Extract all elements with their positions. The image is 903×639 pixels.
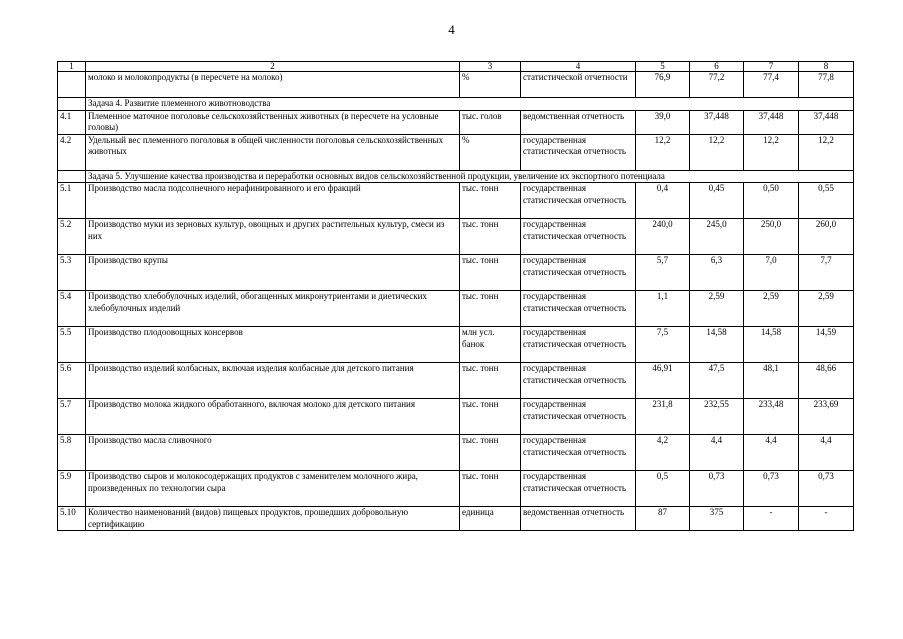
value-cell: 4,4	[799, 435, 854, 471]
task-row	[58, 98, 854, 111]
column-header: 6	[690, 62, 744, 72]
row-number-cell: 4.1	[58, 110, 86, 134]
indicator-name-cell: Производство сыров и молокосодержащих продуктов с заменителем молочного жира, произведенных по технологии сыра	[86, 471, 460, 507]
source-cell: государственная статистическая отчетность	[521, 327, 636, 363]
value-cell: -	[744, 507, 799, 531]
value-cell: 232,55	[690, 399, 744, 435]
value-cell: 5,7	[636, 255, 690, 291]
value-cell: 12,2	[799, 134, 854, 170]
unit-cell: тыс. тонн	[460, 255, 521, 291]
column-header: 8	[799, 62, 854, 72]
column-header: 7	[744, 62, 799, 72]
column-header: 4	[521, 62, 636, 72]
value-cell: 1,1	[636, 291, 690, 327]
unit-cell: %	[460, 72, 521, 98]
value-cell: 47,5	[690, 363, 744, 399]
value-cell: 233,48	[744, 399, 799, 435]
table-row	[58, 110, 854, 134]
value-cell: 87	[636, 507, 690, 531]
column-header: 5	[636, 62, 690, 72]
value-cell: 37,448	[799, 110, 854, 134]
row-number-cell: 5.2	[58, 219, 86, 255]
value-cell: 4,4	[690, 435, 744, 471]
indicator-name-cell: Производство хлебобулочных изделий, обогащенных микронутриентами и диетических хлебобулочных изделий	[86, 291, 460, 327]
value-cell: 7,5	[636, 327, 690, 363]
indicator-name-cell: Количество наименований (видов) пищевых продуктов, прошедших добровольную сертификацию	[86, 507, 460, 531]
source-cell: государственная статистическая отчетность	[521, 255, 636, 291]
row-number-cell: 5.6	[58, 363, 86, 399]
task-empty-cell	[58, 98, 86, 111]
unit-cell: %	[460, 134, 521, 170]
table-row	[58, 399, 854, 435]
value-cell: 48,66	[799, 363, 854, 399]
indicator-name-cell: Производство масла сливочного	[86, 435, 460, 471]
row-number-cell: 4.2	[58, 134, 86, 170]
unit-cell: тыс. голов	[460, 110, 521, 134]
value-cell: 0,4	[636, 183, 690, 219]
value-cell: 2,59	[799, 291, 854, 327]
source-cell: ведомственная отчетность	[521, 507, 636, 531]
value-cell: 37,448	[744, 110, 799, 134]
source-cell: статистической отчетности	[521, 72, 636, 98]
value-cell: 4,2	[636, 435, 690, 471]
value-cell: 233,69	[799, 399, 854, 435]
table-row	[58, 255, 854, 291]
indicator-name-cell: молоко и молокопродукты (в пересчете на молоко)	[86, 72, 460, 98]
value-cell: 2,59	[690, 291, 744, 327]
value-cell: 6,3	[690, 255, 744, 291]
column-header: 3	[460, 62, 521, 72]
column-header: 2	[86, 62, 460, 72]
source-cell: государственная статистическая отчетность	[521, 435, 636, 471]
row-number-cell: 5.8	[58, 435, 86, 471]
table-row	[58, 363, 854, 399]
value-cell: -	[799, 507, 854, 531]
value-cell: 0,55	[799, 183, 854, 219]
unit-cell: тыс. тонн	[460, 363, 521, 399]
indicator-name-cell: Производство плодоовощных консервов	[86, 327, 460, 363]
indicator-name-cell: Производство муки из зерновых культур, овощных и других растительных культур, смеси из них	[86, 219, 460, 255]
row-number-cell: 5.1	[58, 183, 86, 219]
unit-cell: тыс. тонн	[460, 291, 521, 327]
value-cell: 250,0	[744, 219, 799, 255]
row-number-cell: 5.3	[58, 255, 86, 291]
source-cell: ведомственная отчетность	[521, 110, 636, 134]
source-cell: государственная статистическая отчетность	[521, 183, 636, 219]
value-cell: 4,4	[744, 435, 799, 471]
value-cell: 0,5	[636, 471, 690, 507]
table-row	[58, 327, 854, 363]
value-cell: 12,2	[690, 134, 744, 170]
unit-cell: тыс. тонн	[460, 183, 521, 219]
value-cell: 0,45	[690, 183, 744, 219]
value-cell: 7,7	[799, 255, 854, 291]
value-cell: 12,2	[744, 134, 799, 170]
unit-cell: единица	[460, 507, 521, 531]
value-cell: 0,73	[690, 471, 744, 507]
value-cell: 77,8	[799, 72, 854, 98]
source-cell: государственная статистическая отчетность	[521, 134, 636, 170]
value-cell: 231,8	[636, 399, 690, 435]
row-number-cell: 5.7	[58, 399, 86, 435]
value-cell: 77,4	[744, 72, 799, 98]
task-empty-cell	[58, 170, 86, 183]
table-row	[58, 183, 854, 219]
row-number-cell: 5.4	[58, 291, 86, 327]
indicator-name-cell: Удельный вес племенного поголовья в общей численности поголовья сельскохозяйственных животных	[86, 134, 460, 170]
value-cell: 7,0	[744, 255, 799, 291]
indicator-name-cell: Производство молока жидкого обработанного, включая молоко для детского питания	[86, 399, 460, 435]
value-cell: 0,73	[744, 471, 799, 507]
value-cell: 12,2	[636, 134, 690, 170]
task-heading: Задача 4. Развитие племенного животноводства	[86, 98, 854, 111]
unit-cell: млн усл. банок	[460, 327, 521, 363]
table-row	[58, 291, 854, 327]
source-cell: государственная статистическая отчетность	[521, 219, 636, 255]
page-number: 4	[448, 22, 455, 37]
unit-cell: тыс. тонн	[460, 435, 521, 471]
value-cell: 14,58	[744, 327, 799, 363]
source-cell: государственная статистическая отчетность	[521, 363, 636, 399]
source-cell: государственная статистическая отчетность	[521, 291, 636, 327]
indicator-name-cell: Производство масла подсолнечного нерафинированного и его фракций	[86, 183, 460, 219]
unit-cell: тыс. тонн	[460, 219, 521, 255]
value-cell: 260,0	[799, 219, 854, 255]
value-cell: 14,59	[799, 327, 854, 363]
indicator-name-cell: Племенное маточное поголовье сельскохозяйственных животных (в пересчете на условные головы)	[86, 110, 460, 134]
indicator-name-cell: Производство изделий колбасных, включая изделия колбасные для детского питания	[86, 363, 460, 399]
source-cell: государственная статистическая отчетность	[521, 471, 636, 507]
table-row	[58, 507, 854, 531]
value-cell: 37,448	[690, 110, 744, 134]
value-cell: 0,73	[799, 471, 854, 507]
row-number-cell: 5.10	[58, 507, 86, 531]
value-cell: 76,9	[636, 72, 690, 98]
table-row	[58, 134, 854, 170]
value-cell: 39,0	[636, 110, 690, 134]
value-cell: 375	[690, 507, 744, 531]
row-number-cell: 5.5	[58, 327, 86, 363]
value-cell: 245,0	[690, 219, 744, 255]
indicator-name-cell: Производство крупы	[86, 255, 460, 291]
column-number-header-row	[58, 62, 854, 72]
value-cell: 46,91	[636, 363, 690, 399]
table-row	[58, 435, 854, 471]
value-cell: 2,59	[744, 291, 799, 327]
table-row	[58, 471, 854, 507]
value-cell: 0,50	[744, 183, 799, 219]
row-number-cell: 5.9	[58, 471, 86, 507]
column-header: 1	[58, 62, 86, 72]
value-cell: 48,1	[744, 363, 799, 399]
value-cell: 77,2	[690, 72, 744, 98]
value-cell: 14,58	[690, 327, 744, 363]
table-row	[58, 72, 854, 98]
row-number-cell	[58, 72, 86, 98]
unit-cell: тыс. тонн	[460, 399, 521, 435]
task-row	[58, 170, 854, 183]
table-row	[58, 219, 854, 255]
indicators-table	[57, 61, 854, 531]
source-cell: государственная статистическая отчетность	[521, 399, 636, 435]
task-heading: Задача 5. Улучшение качества производства и переработки основных видов сельскохозяйственной продукции, увеличение их экспортного потенциала	[86, 170, 854, 183]
unit-cell: тыс. тонн	[460, 471, 521, 507]
value-cell: 240,0	[636, 219, 690, 255]
